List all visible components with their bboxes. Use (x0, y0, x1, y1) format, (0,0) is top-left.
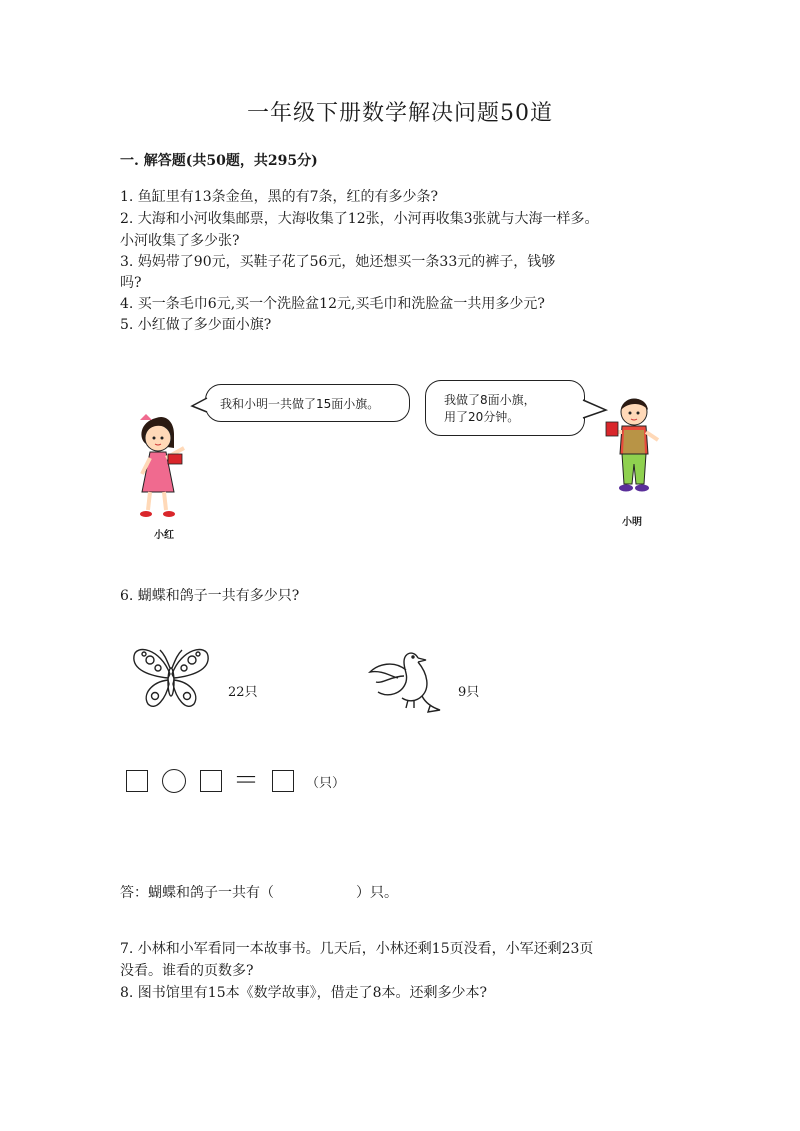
answer-line-6 (120, 882, 520, 904)
question-5: 5. 小红做了多少面小旗? (120, 317, 272, 333)
answer-box-2[interactable] (200, 770, 222, 792)
page-title: 一年级下册数学解决问题50道 (247, 101, 553, 126)
butterfly-count: 22只 (228, 685, 258, 700)
speech-bubble-right-line-1: 我做了8面小旗， (444, 393, 536, 407)
question-6: 6. 蝴蝶和鸽子一共有多少只? (120, 588, 300, 604)
answer-suffix: ）只。 (356, 885, 398, 901)
question-7-line-1: 7. 小林和小军看同一本故事书。几天后，小林还剩15页没看，小军还剩23页 (120, 941, 594, 957)
question-7-line-2: 没看。谁看的页数多? (120, 963, 254, 979)
speech-bubble-left-text: 我和小明一共做了15面小旗。 (220, 396, 380, 411)
boy-name-label: 小明 (622, 517, 642, 528)
operator-circle[interactable] (162, 769, 186, 793)
unit-label: （只） (306, 776, 346, 791)
dove-icon (368, 648, 448, 714)
answer-box-1[interactable] (126, 770, 148, 792)
question-3-line-2: 吗? (120, 275, 142, 291)
equals-sign: ＝ (233, 766, 260, 796)
question-2-line-1: 2. 大海和小河收集邮票，大海收集了12张，小河再收集3张就与大海一样多。 (120, 211, 599, 227)
question-8: 8. 图书馆里有15本《数学故事》，借走了8本。还剩多少本? (120, 985, 488, 1001)
question-4: 4. 买一条毛巾6元,买一个洗脸盆12元,买毛巾和洗脸盆一共用多少元? (120, 296, 545, 312)
butterfly-icon (130, 642, 212, 712)
section-heading: 一. 解答题(共50题，共295分) (120, 153, 318, 169)
answer-box-result[interactable] (272, 770, 294, 792)
dove-count: 9只 (458, 685, 480, 700)
girl-name-label: 小红 (154, 530, 174, 541)
question-1: 1. 鱼缸里有13条金鱼，黑的有7条，红的有多少条? (120, 189, 439, 205)
question-3-line-1: 3. 妈妈带了90元，买鞋子花了56元，她还想买一条33元的裤子，钱够 (120, 254, 556, 270)
bubble-tails (0, 0, 800, 560)
question-2-line-2: 小河收集了多少张? (120, 233, 240, 249)
answer-prefix: 答：蝴蝶和鸽子一共有（ (120, 885, 274, 901)
girl-illustration (132, 408, 212, 523)
boy-illustration (602, 392, 672, 500)
speech-bubble-right-line-2: 用了20分钟。 (444, 410, 520, 424)
